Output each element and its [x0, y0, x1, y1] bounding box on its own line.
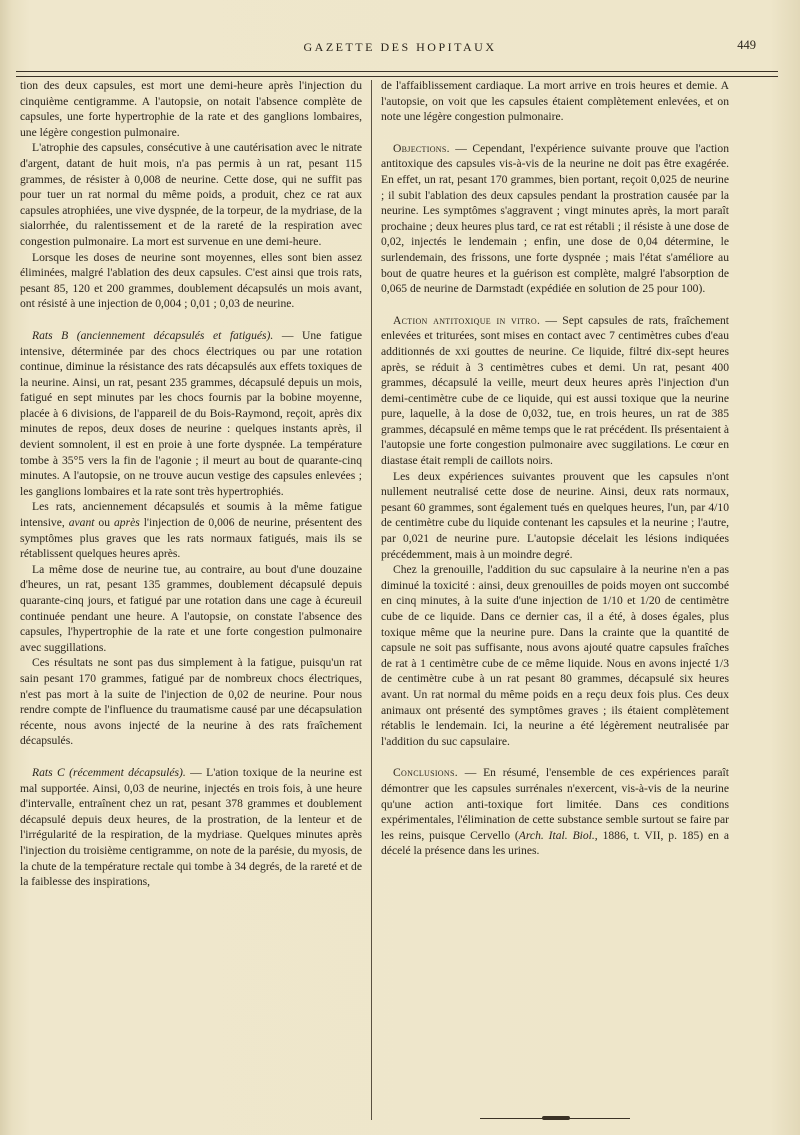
section-text: — L'ation toxique de la neurine est mal supportée. Ainsi, 0,03 de neurine, injectés en trois fois, à une heure d'intervalle, entraînent chez un rat, pesant 378 grammes et doublement décapsulé depuis deux heures, de la prostration, de la lenteur et de l'irrégularité de la respiration, de la mydriase. Quelques minutes après l'injection du troisième centigramme, on note de la parésie, du myosis, de la chute de la température rectale qui tombe à 34 degrés, de la rareté et de la faiblesse des inspirations, — [20, 765, 363, 889]
header-rule-thick — [16, 71, 778, 72]
section-gap — [20, 312, 362, 328]
section-gap — [381, 297, 729, 313]
paragraph — [20, 499, 362, 561]
text-run: ou — [94, 516, 114, 530]
emphasis: avant — [68, 516, 95, 530]
paragraph: Ces résultats ne sont pas dus simplement à la fatigue, puisqu'un rat sain pesant 170 grammes, fatigué par de nombreux chocs électriques, n'est pas mort à la suite de l'injection de 0,02 de neurine. Pour nous rendre compte de l'influence du traumatisme causé par une décapsulation récente, nous avons injecté de la neurine à des rats fraîchement décapsulés. — [20, 656, 362, 748]
left-column — [20, 78, 362, 890]
section-heading: Objections. — [393, 141, 450, 155]
section-gap — [381, 125, 729, 141]
section-lead: Rats B — [32, 328, 69, 342]
end-ornament — [480, 1116, 630, 1120]
paragraph-in-vitro — [381, 313, 729, 469]
header-rule-thin — [16, 76, 778, 77]
paragraph: Lorsque les doses de neurine sont moyennes, elles sont bien assez éliminées, malgré l'ablation des deux capsules. C'est ainsi que trois rats, pesant 85, 120 et 200 grammes, doublement décapsulés un mois avant, ont résisté à une injection de 0,004 ; 0,01 ; 0,03 de neurine. — [20, 250, 362, 311]
paragraph-conclusions — [381, 765, 729, 859]
right-column — [381, 78, 729, 859]
section-text: — Sept capsules de rats, fraîchement enlevées et triturées, sont mises en contact avec 7 centimètres cubes d'eau additionnés de xxi gouttes de neurine. Ce liquide, filtré dix-sept heures après, se réduit à 3 centimètres cubes et demi. Un rat, pesant 400 grammes, décapsulé la veille, meurt deux heures après l'injection d'un demi-centimètre cube de ce liquide, qui est aussi toxique que la neurine pure, laquelle, à la dose de 0,032, tue, en trois heures, un rat de 385 grammes, décapsulé en même temps que le rat précédent. Ils présentaient à l'autopsie une forte congestion pulmonaire avec suggilations. Le cœur en diastase était rempli de caillots noirs. — [381, 313, 730, 468]
section-text: — Une fatigue intensive, déterminée par des chocs électriques ou par une rotation continue, diminue la résistance des rats décapsulés aux effets toxiques de la neurine. Ainsi, un rat, pesant 235 grammes, décapsulé depuis un mois, fatigué en sept minutes par les chocs fournis par la bobine moyenne, placée à 6 divisions, de l'appareil de du Bois-Raymond, reçoit, après dix minutes de repos, deux doses de neurine : quelques instants après, il devient somnolent, il est en proie à une forte dyspnée. La température tombe à 35°5 vers la fin de l'agonie ; il meurt au bout de quarante-cinq minutes. A l'autopsie, on ne trouve aucun vestige des capsules enlevées ; les ganglions lombaires et la rate sont très hypertrophiés. — [20, 328, 362, 498]
section-heading: Conclusions. — [393, 766, 458, 780]
paragraph: tion des deux capsules, est mort une demi-heure après l'injection du cinquième centigramme. A l'autopsie, on notait l'absence complète de capsules, une forte hypertrophie de la rate et des ganglions lombaires, une légère congestion pulmonaire. — [20, 79, 362, 139]
column-divider — [371, 80, 372, 1120]
text-run: — En résumé, l'ensemble de ces expériences paraît démontrer que les capsules surrénales n'exercent, vis-à-vis de la neurine qu'une action anti-toxique fort limitée. Dans ces conditions expérimentales, l'élimination de cette substance semble surtout se faire par les reins, puisque Cervello ( — [381, 766, 729, 842]
citation: Arch. Ital. Biol. — [518, 828, 595, 842]
section-text: — Cependant, l'expérience suivante prouve que l'action antitoxique des capsules vis-à-vis de la neurine ne doit pas être exagérée. En effet, un rat, pesant 170 grammes, bien portant, reçoit 0,025 de neurine ; il subit l'ablation des deux capsules pendant la prostration causée par la neurine. Les symptômes s'aggravent ; vingt minutes après, la mort paraît prochaine ; deux heures plus tard, ce rat est rétabli ; il résiste à une dose de 0,02, injectés le lendemain ; enfin, une dose de 0,04 détermine, le surlendemain, des frissons, une forte dyspnée ; mais l'état s'améliore au bout de quatre heures et la guérison est complète, malgré l'absorption de 0,065 de neurine de Darmstadt (expédiée en solution de 25 pour 100). — [381, 141, 729, 296]
paragraph: Les deux expériences suivantes prouvent que les capsules n'ont nullement neutralisé cette dose de neurine. Ainsi, deux rats normaux, pesant 60 grammes, sont également tués en quelques heures, l'un, par 4/10 de centimètre cube du liquide contenant les capsules et la neurine ; l'autre, par 0,021 de neurine pure. L'autopsie décelait les lésions indiquées précédemment, mais à un moindre degré. — [381, 469, 729, 561]
text-run: Les rats, anciennement décapsulés et soumis à la même fatigue intensive, — [20, 500, 362, 530]
section-label: (récemment décapsulés). — [69, 765, 186, 779]
text-run: l'injection de 0,006 de neurine, présentent des symptômes plus graves que les rats normaux fatigués, mais ils se rétablissent quelques heures après. — [20, 516, 363, 561]
paragraph-rats-b — [20, 328, 362, 500]
paragraph-objections — [381, 141, 729, 297]
paragraph-rats-c — [20, 765, 362, 890]
page-header — [0, 38, 800, 60]
page-number: 449 — [737, 38, 756, 52]
text-run: , 1886, t. VII, p. 185) en a décelé la présence dans les urines. — [381, 828, 729, 858]
running-title: GAZETTE DES HOPITAUX — [303, 40, 497, 54]
emphasis: après — [113, 516, 140, 530]
section-lead: Rats C — [32, 765, 65, 779]
paragraph: de l'affaiblissement cardiaque. La mort arrive en trois heures et demie. A l'autopsie, on voit que les capsules étaient complètement enlevées, et on note une légère congestion pulmonaire. — [381, 79, 729, 124]
section-gap — [381, 749, 729, 765]
paragraph: L'atrophie des capsules, consécutive à une cautérisation avec le nitrate d'argent, datant de huit mois, n'a pas permis à un rat, pesant 115 grammes, de résister à 0,008 de neurine. Cette dose, qui ne suffit pas pour tuer un rat normal du même poids, a produit, chez ce rat aux capsules atrophiées, une vive dyspnée, de la torpeur, de la mydriase, de la sialorrhée, du ralentissement et de la rareté de la respiration avec congestion pulmonaire. La mort est survenue en une demi-heure. — [20, 141, 362, 248]
paragraph: La même dose de neurine tue, au contraire, au bout d'une douzaine d'heures, un rat, pesant 135 grammes, doublement décapsulé depuis quarante-cinq jours, et fatigué par une rotation dans une cage à écureuil continuée pendant une heure. A l'autopsie, on constate l'absence des capsules, l'hypertrophie de la rate et une forte congestion pulmonaire avec suggillations. — [20, 562, 362, 654]
section-heading: Action antitoxique in vitro. — [393, 313, 541, 327]
ornament-center — [542, 1116, 570, 1120]
section-gap — [20, 749, 362, 765]
section-label: (anciennement décapsulés et fatigués). — [76, 328, 274, 342]
paragraph: Chez la grenouille, l'addition du suc capsulaire à la neurine n'en a pas diminué la toxicité : ainsi, deux grenouilles de poids moyen ont succombé en cinq minutes, à la suite d'une injection de 1/10 et 1/20 de centimètre cube de ce liquide. Dans ce dernier cas, il a été, à doses égales, plus toxique même que la neurine pure. Dans la crainte que la quantité de capsule ne soit pas suffisante, nous avons ajouté quatre capsules fraîches de rat à 1 centimètre cube de ce même liquide. Nous en avons injecté 1/3 de centimètre cube à un rat pesant 80 grammes, décapsulé six heures avant. Un rat normal du même poids en a reçu deux fois plus. Ces deux animaux ont présenté des symptômes graves ; ils étaient complètement rétablis le lendemain. Ici, la neurine a été légèrement neutralisée par l'addition du suc capsulaire. — [381, 563, 729, 748]
